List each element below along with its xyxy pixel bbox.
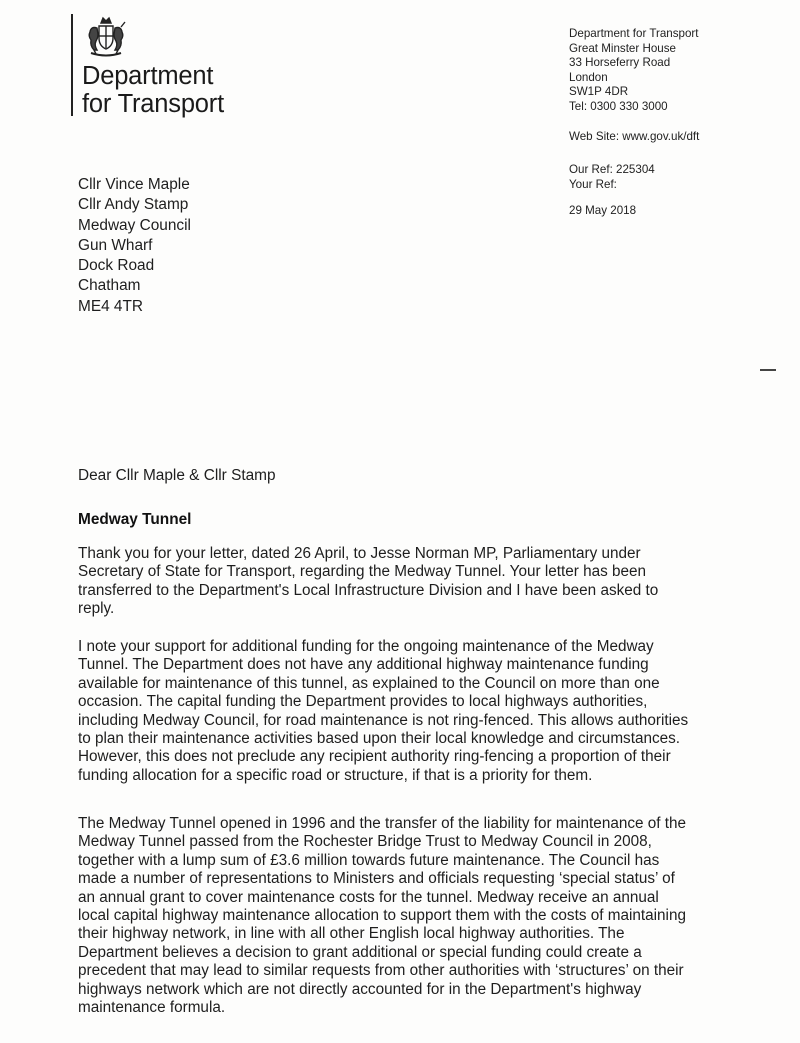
- paragraph-line: transferred to the Department's Local Infrastructure Division and I have been asked to: [78, 581, 659, 599]
- recipient-line: Gun Wharf: [78, 236, 153, 254]
- reference-block: [569, 163, 655, 192]
- recipient-line: Cllr Vince Maple: [78, 176, 190, 193]
- salutation: Dear Cllr Maple & Cllr Stamp: [78, 467, 276, 484]
- fold-mark: [760, 369, 776, 371]
- paragraph-line: funding allocation for a specific road or structure, if that is a priority for them.: [78, 766, 593, 784]
- department-name-line2: for Transport: [82, 90, 224, 118]
- paragraph-line: an annual grant to cover maintenance costs for the tunnel. Medway receive an annual: [78, 888, 659, 906]
- letter-date: 29 May 2018: [569, 204, 637, 217]
- recipient-line: Medway Council: [78, 216, 191, 234]
- sender-address-line: Great Minster House: [569, 41, 676, 55]
- paragraph-line: The Medway Tunnel opened in 1996 and the transfer of the liability for maintenance of the: [78, 815, 687, 832]
- paragraph-line: maintenance formula.: [78, 999, 226, 1017]
- department-name: [82, 62, 224, 118]
- recipient-line: ME4 4TR: [78, 297, 143, 315]
- paragraph-line: including Medway Council, for road maintenance is not ring-fenced. This allows authorities: [78, 711, 689, 729]
- sender-address-line: Department for Transport: [569, 27, 699, 40]
- paragraph-line: highways network which are not directly accounted for in the Department's highway: [78, 980, 642, 998]
- sender-address-line: SW1P 4DR: [569, 85, 629, 99]
- recipient-line: Dock Road: [78, 257, 155, 275]
- sender-phone: Tel: 0300 330 3000: [569, 99, 668, 113]
- paragraph-line: Thank you for your letter, dated 26 April, to Jesse Norman MP, Parliamentary under: [78, 545, 641, 562]
- sender-address-line: 33 Horseferry Road: [569, 56, 671, 70]
- your-reference: Your Ref:: [569, 177, 617, 191]
- paragraph-line: made a number of representations to Ministers and officials requesting ‘special status’ of: [78, 870, 675, 888]
- paragraph-3: [78, 815, 758, 1017]
- paragraph-line: reply.: [78, 600, 115, 618]
- paragraph-line: precedent that may lead to similar requests from other authorities with ‘structures’ on their: [78, 962, 684, 980]
- paragraph-line: together with a lump sum of £3.6 million towards future maintenance. The Council has: [78, 851, 660, 869]
- paragraph-line: However, this does not preclude any recipient authority ring-fencing a proportion of their: [78, 748, 671, 766]
- paragraph-line: I note your support for additional funding for the ongoing maintenance of the Medway: [78, 638, 654, 655]
- recipient-address: [78, 175, 191, 317]
- sender-address-line: London: [569, 70, 608, 84]
- paragraph-line: to plan their maintenance activities based upon their local knowledge and circumstances.: [78, 730, 681, 748]
- paragraph-line: local capital highway maintenance allocation to support them with the costs of maintaining: [78, 907, 686, 925]
- paragraph-1: [78, 545, 758, 619]
- letter-subject: Medway Tunnel: [78, 511, 192, 528]
- sender-address: [569, 27, 699, 115]
- paragraph-line: occasion. The capital funding the Department provides to local highways authorities,: [78, 693, 648, 711]
- paragraph-line: their highway network, in line with all other English local highway authorities. The: [78, 925, 625, 943]
- paragraph-line: Secretary of State for Transport, regarding the Medway Tunnel. Your letter has been: [78, 563, 647, 581]
- paragraph-2: [78, 638, 758, 785]
- paragraph-line: available for maintenance of this tunnel, as explained to the Council on more than one: [78, 674, 660, 692]
- sender-website: Web Site: www.gov.uk/dft: [569, 130, 700, 143]
- paragraph-line: Department believes a decision to grant additional or special funding could create a: [78, 943, 642, 961]
- paragraph-line: Medway Tunnel passed from the Rochester Bridge Trust to Medway Council in 2008,: [78, 833, 652, 851]
- recipient-line: Chatham: [78, 277, 141, 295]
- paragraph-line: Tunnel. The Department does not have any additional highway maintenance funding: [78, 656, 649, 674]
- royal-crest-icon: [82, 14, 130, 60]
- department-name-line1: Department: [82, 62, 214, 90]
- recipient-line: Cllr Andy Stamp: [78, 196, 189, 214]
- our-reference: Our Ref: 225304: [569, 163, 655, 176]
- logo-rule: [71, 14, 73, 116]
